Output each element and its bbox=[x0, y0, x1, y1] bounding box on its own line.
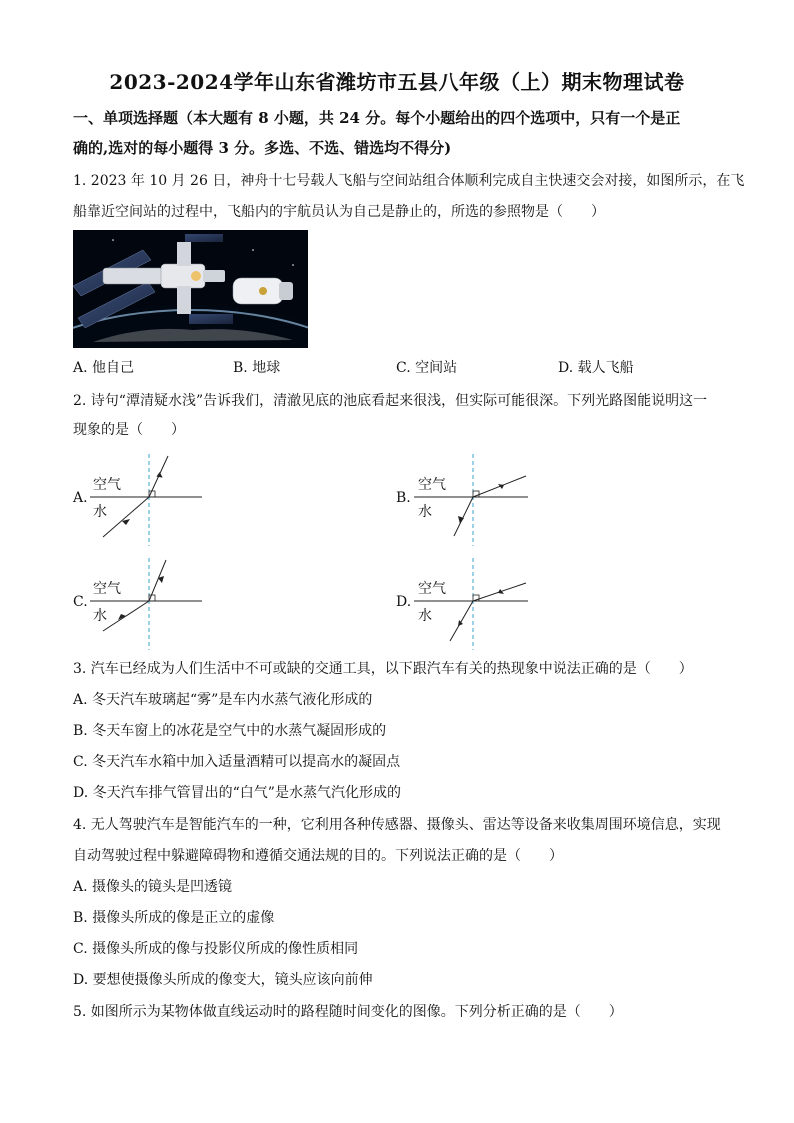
q2-option-b-letter[interactable]: B. bbox=[396, 490, 411, 506]
air-label: 空气 bbox=[93, 477, 121, 493]
q3-option-b[interactable]: B. 冬天车窗上的冰花是空气中的水蒸气凝固形成的 bbox=[73, 723, 387, 739]
q3-stem: 3. 汽车已经成为人们生活中不可或缺的交通工具，以下跟汽车有关的热现象中说法正确的是（ ） bbox=[73, 661, 693, 677]
q4-stem-line2: 自动驾驶过程中躲避障碍物和遵循交通法规的目的。下列说法正确的是（ ） bbox=[73, 848, 563, 864]
page-title: 2023-2024学年山东省潍坊市五县八年级（上）期末物理试卷 bbox=[109, 70, 685, 94]
q4-option-b[interactable]: B. 摄像头所成的像是正立的虚像 bbox=[73, 910, 275, 926]
air-label: 空气 bbox=[418, 477, 446, 493]
water-label: 水 bbox=[418, 504, 432, 520]
q2-option-d-letter[interactable]: D. bbox=[396, 594, 412, 610]
water-label: 水 bbox=[418, 608, 432, 624]
space-station-photo bbox=[73, 230, 308, 348]
q1-stem-line1: 1. 2023 年 10 月 26 日，神舟十七号载人飞船与空间站组合体顺利完成自主快速交会对接，如图所示，在飞 bbox=[73, 173, 745, 189]
q2-stem-line1: 2. 诗句“潭清疑水浅”告诉我们，清澈见底的池底看起来很浅，但实际可能很深。下列光路图能说明这一 bbox=[73, 393, 708, 409]
section-heading-line2: 确的,选对的每小题得 3 分。多选、不选、错选均不得分) bbox=[73, 139, 452, 157]
water-label: 水 bbox=[93, 608, 107, 624]
q5-stem: 5. 如图所示为某物体做直线运动时的路程随时间变化的图像。下列分析正确的是（ ） bbox=[73, 1004, 623, 1020]
q2-option-c-letter[interactable]: C. bbox=[73, 594, 88, 610]
air-label: 空气 bbox=[93, 581, 121, 597]
q3-option-d[interactable]: D. 冬天汽车排气管冒出的“白气”是水蒸气汽化形成的 bbox=[73, 785, 401, 801]
q4-option-a[interactable]: A. 摄像头的镜头是凹透镜 bbox=[73, 879, 233, 895]
q1-stem-line2: 船靠近空间站的过程中，飞船内的宇航员认为自己是静止的，所选的参照物是（ ） bbox=[73, 204, 605, 220]
arrow-icon bbox=[498, 589, 504, 594]
q1-option-c[interactable]: C. 空间站 bbox=[396, 360, 458, 376]
water-label: 水 bbox=[93, 504, 107, 520]
arrow-icon bbox=[156, 472, 163, 479]
ray-diagram-a bbox=[88, 454, 208, 546]
ray-diagram-b bbox=[412, 454, 532, 546]
q4-option-c[interactable]: C. 摄像头所成的像与投影仪所成的像性质相同 bbox=[73, 941, 359, 957]
arrow-icon bbox=[458, 620, 463, 626]
q4-stem-line1: 4. 无人驾驶汽车是智能汽车的一种，它利用各种传感器、摄像头、雷达等设备来收集周围环境信息，实现 bbox=[73, 817, 721, 833]
q3-option-a[interactable]: A. 冬天汽车玻璃起“雾”是车内水蒸气液化形成的 bbox=[73, 692, 373, 708]
air-label: 空气 bbox=[418, 581, 446, 597]
q3-option-c[interactable]: C. 冬天汽车水箱中加入适量酒精可以提高水的凝固点 bbox=[73, 754, 401, 770]
section-heading-line1: 一、单项选择题（本大题有 8 小题，共 24 分。每个小题给出的四个选项中，只有一个是正 bbox=[73, 109, 681, 127]
q1-option-a[interactable]: A. 他自己 bbox=[73, 360, 135, 376]
q4-option-d[interactable]: D. 要想使摄像头所成的像变大，镜头应该向前伸 bbox=[73, 972, 373, 988]
q2-option-a-letter[interactable]: A. bbox=[73, 490, 88, 506]
q2-stem-line2: 现象的是（ ） bbox=[73, 422, 185, 438]
ray-diagram-c bbox=[88, 558, 208, 650]
q1-option-d[interactable]: D. 载人飞船 bbox=[558, 360, 634, 376]
q1-option-b[interactable]: B. 地球 bbox=[233, 360, 281, 376]
ray-diagram-d bbox=[412, 558, 532, 650]
